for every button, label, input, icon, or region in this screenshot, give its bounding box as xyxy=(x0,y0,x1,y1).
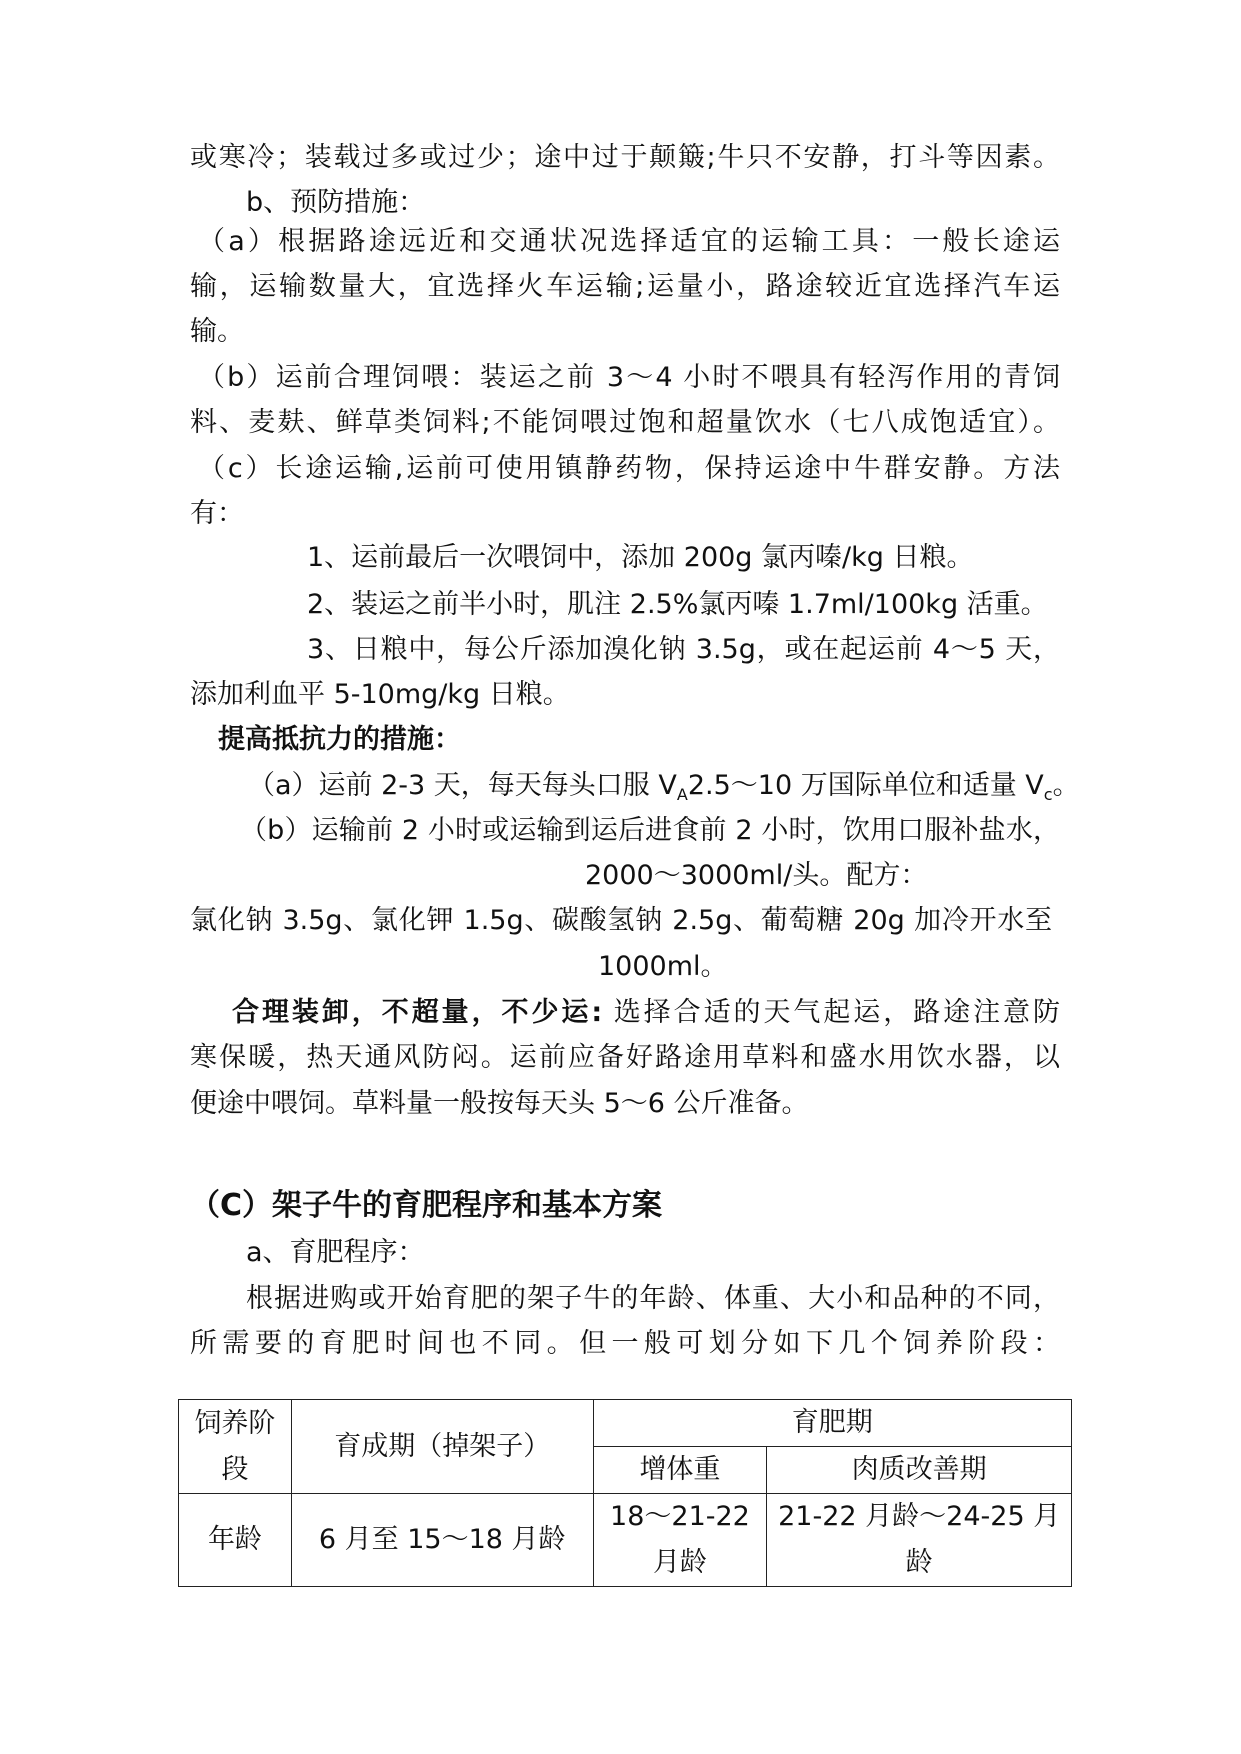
paragraph-line: 便途中喂饲。草料量一般按每天头 5～6 公斤准备。 xyxy=(190,1088,809,1119)
table-header-gain: 增体重 xyxy=(593,1447,767,1494)
method-item-3: 3、日粮中，每公斤添加溴化钠 3.5g，或在起运前 4～5 天， xyxy=(307,634,1060,665)
paragraph-line: （b）运前合理饲喂：装运之前 3～4 小时不喂具有轻泻作用的青饲 xyxy=(198,362,1060,393)
table-cell-age-growing: 6 月至 15～18 月龄 xyxy=(291,1494,593,1587)
table-header-quality: 肉质改善期 xyxy=(767,1447,1072,1494)
table-header-growing: 育成期（掉架子） xyxy=(291,1400,593,1494)
paragraph-line: 所需要的育肥时间也不同。但一般可划分如下几个饲养阶段： xyxy=(190,1328,1060,1359)
paragraph-line: 寒保暖，热天通风防闷。运前应备好路途用草料和盛水用饮水器，以 xyxy=(190,1042,1060,1073)
paragraph-line: 2000～3000ml/头。配方： xyxy=(585,860,928,891)
table-cell-age-quality: 21-22 月龄～24-25 月龄 xyxy=(767,1494,1072,1587)
paragraph-line: 输。 xyxy=(190,316,244,347)
subheading-a: a、育肥程序： xyxy=(246,1237,425,1268)
paragraph-line: 或寒冷；装载过多或过少；途中过于颠簸;牛只不安静，打斗等因素。 xyxy=(190,142,1060,173)
formula-line: 氯化钠 3.5g、氯化钾 1.5g、碳酸氢钠 2.5g、葡萄糖 20g 加冷开水至 xyxy=(190,905,1052,936)
table-row xyxy=(179,1494,1072,1587)
resistance-item-b: （b）运输前 2 小时或运输到运后进食前 2 小时，饮用口服补盐水， xyxy=(240,815,1060,846)
table-cell-age-label: 年龄 xyxy=(179,1494,292,1587)
table-header-stage: 饲养阶段 xyxy=(179,1400,292,1494)
resistance-item-a: （a）运前 2-3 天，每天每头口服 $V_A2.5\sim 10$ 万国际单位和适量 $V_c$。 xyxy=(248,770,1080,804)
section-heading-b: b、预防措施： xyxy=(246,187,426,218)
resistance-heading: 提高抵抗力的措施： xyxy=(218,724,461,755)
paragraph-line: 输，运输数量大，宜选择火车运输;运量小，路途较近宜选择汽车运 xyxy=(190,271,1060,302)
loading-paragraph: 合理装卸，不超量，不少运: 选择合适的天气起运，路途注意防 xyxy=(232,997,1060,1028)
paragraph-line: 有： xyxy=(190,498,244,529)
paragraph-line: 1000ml。 xyxy=(598,951,728,982)
method-item-2: 2、装运之前半小时，肌注 2.5%氯丙嗪 1.7ml/100kg 活重。 xyxy=(307,589,1048,620)
paragraph-line: 添加利血平 5-10mg/kg 日粮。 xyxy=(190,679,570,710)
method-item-1: 1、运前最后一次喂饲中，添加 200g 氯丙嗪/kg 日粮。 xyxy=(307,542,974,573)
feeding-stage-table xyxy=(178,1399,1072,1587)
table-row xyxy=(179,1400,1072,1447)
paragraph-line: （a）根据路途远近和交通状况选择适宜的运输工具：一般长途运 xyxy=(198,226,1060,257)
paragraph-line: 料、麦麸、鲜草类饲料;不能饲喂过饱和超量饮水（七八成饱适宜）。 xyxy=(190,407,1060,438)
table-cell-age-gain: 18～21-22 月龄 xyxy=(593,1494,767,1587)
paragraph-line: （c）长途运输,运前可使用镇静药物，保持运途中牛群安静。方法 xyxy=(198,453,1060,484)
paragraph-line: 根据进购或开始育肥的架子牛的年龄、体重、大小和品种的不同， xyxy=(246,1283,1060,1314)
section-heading-c: （C）架子牛的育肥程序和基本方案 xyxy=(190,1188,663,1223)
table-header-fattening: 育肥期 xyxy=(593,1400,1071,1447)
